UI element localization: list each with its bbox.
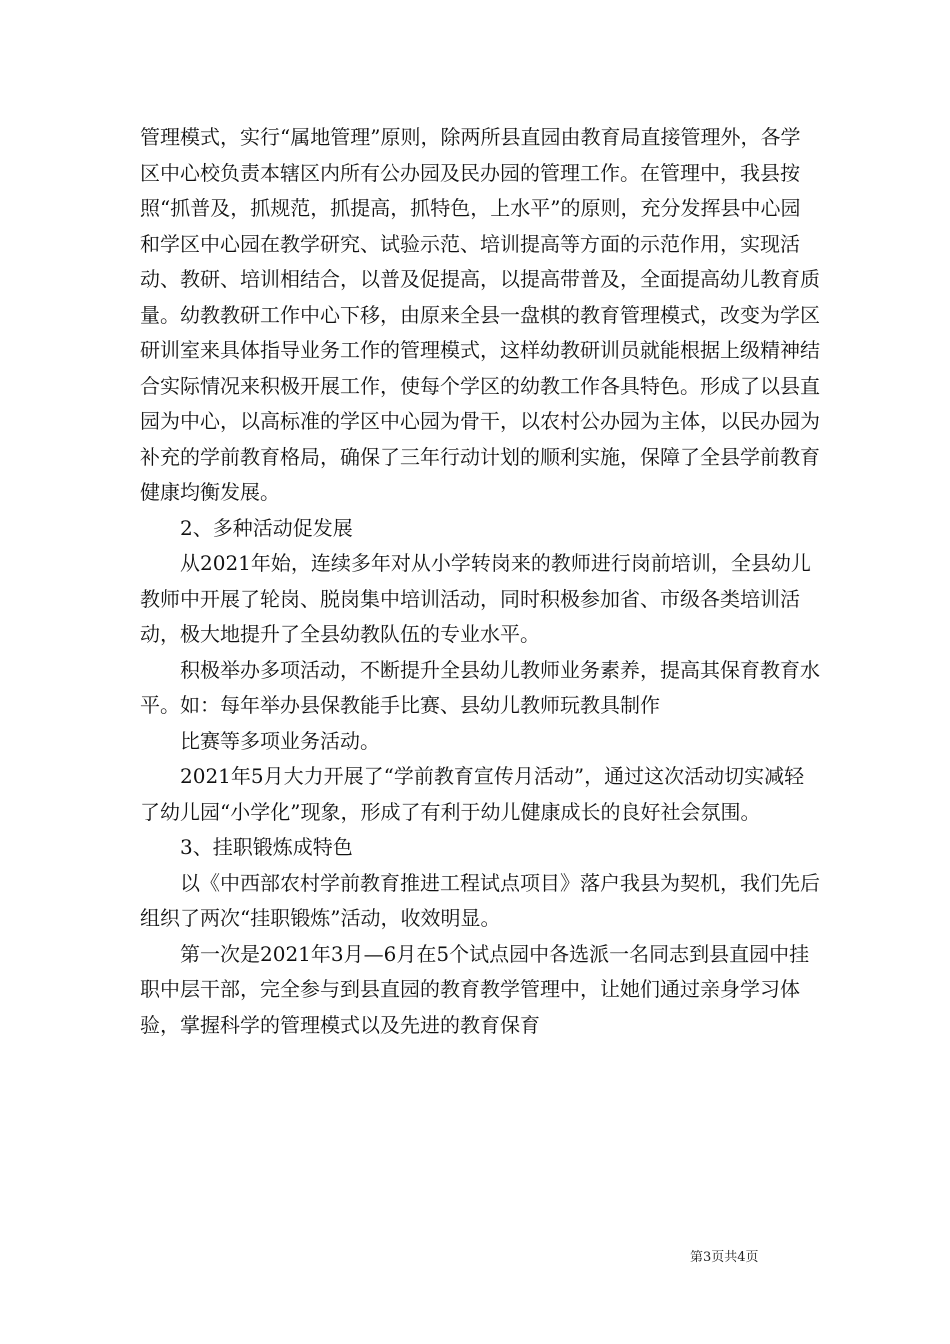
paragraph: 第一次是2021年3月—6月在5个试点园中各选派一名同志到县直园中挂职中层干部，完全参与到县直园的教育教学管理中，让她们通过亲身学习体验，掌握科学的管理模式以及先进的教育保育 [140,941,810,1037]
document-body [140,120,820,1043]
paragraph: 以《中西部农村学前教育推进工程试点项目》落户我县为契机，我们先后组织了两次“挂职锻炼”活动，收效明显。 [140,870,820,930]
section-heading: 3、挂职锻炼成特色 [180,835,353,859]
paragraph: 比赛等多项业务活动。 [180,728,380,753]
paragraph: 2021年5月大力开展了“学前教育宣传月活动”，通过这次活动切实减轻了幼儿园“小学化”现象，形成了有利于幼儿健康成长的良好社会氛围。 [140,764,805,824]
section-heading: 2、多种活动促发展 [180,515,353,540]
paragraph: 管理模式，实行“属地管理”原则，除两所县直园由教育局直接管理外，各学区中心校负责本辖区内所有公办园及民办园的管理工作。在管理中，我县按照“抓普及，抓规范，抓提高，抓特色，上水平”的原则，充分发挥县中心园和学区中心园在教学研究、试验示范、培训提高等方面的示范作用，实现活动、教研、培训相结合，以普及促提高，以提高带普及，全面提高幼儿教育质量。幼教教研工作中心下移，由原来全县一盘棋的教育管理模式，改变为学区研训室来具体指导业务工作的管理模式，这样幼教研训员就能根据上级精神结合实际情况来积极开展工作，使每个学区的幼教工作各具特色。形成了以县直园为中心，以高标准的学区中心园为骨干，以农村公办园为主体，以民办园为补充的学前教育格局，确保了三年行动计划的顺利实施，保障了全县学前教育健康均衡发展。 [140,125,820,504]
page-number: 第3页共4页 [690,1250,759,1265]
paragraph: 从2021年始，连续多年对从小学转岗来的教师进行岗前培训，全县幼儿教师中开展了轮岗、脱岗集中培训活动，同时积极参加省、市级各类培训活动，极大地提升了全县幼教队伍的专业水平。 [140,551,811,646]
paragraph: 积极举办多项活动，不断提升全县幼儿教师业务素养，提高其保育教育水平。如：每年举办县保教能手比赛、县幼儿教师玩教具制作 [140,657,820,717]
